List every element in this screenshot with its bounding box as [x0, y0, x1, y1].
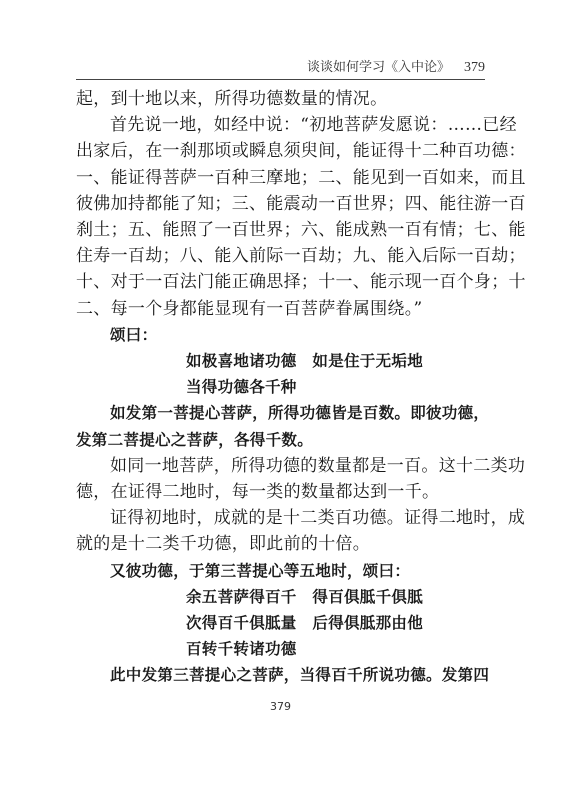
text-line: 二、每一个身都能显现有一百菩萨眷属围绕。”: [76, 298, 423, 319]
page-body: [76, 86, 526, 689]
text-line: 如发第一菩提心菩萨，所得功德皆是百数。即彼功德，: [110, 404, 490, 423]
verse-line: 余五菩萨得百千 得百俱胝千俱胝: [186, 587, 424, 606]
text-line: 一、能证得菩萨一百种三摩地；二、能见到一百如来，而且: [76, 167, 526, 188]
text-line: 住寿一百劫；八、能入前际一百劫；九、能入后际一百劫；: [76, 246, 526, 267]
text-line: 德，在证得二地时，每一类的数量都达到一千。: [76, 482, 440, 503]
verse-line: 当得功德各千种: [186, 378, 297, 397]
text-line: 首先说一地，如经中说：“初地菩萨发愿说：……已经: [110, 115, 517, 136]
text-line: 彼佛加持都能了知；三、能震动一百世界；四、能往游一百: [76, 193, 526, 214]
text-line: 发第二菩提心之菩萨，各得千数。: [76, 430, 314, 449]
header-page-number: 379: [464, 60, 485, 75]
text-line: 就的是十二类千功德，即此前的十倍。: [76, 534, 371, 555]
header-rule: [76, 79, 485, 80]
verse-line: 如极喜地诸功德 如是住于无垢地: [186, 352, 424, 371]
text-line: 如同一地菩萨，所得功德的数量都是一百。这十二类功: [110, 455, 526, 476]
text-line: 又彼功德，于第三菩提心等五地时，颂曰：: [110, 561, 411, 580]
text-line: 十、对于一百法门能正确思择；十一、能示现一百个身；十: [76, 272, 526, 293]
footer-page-number: 379: [270, 700, 291, 713]
text-line: 起，到十地以来，所得功德数量的情况。: [76, 89, 388, 109]
verse-line: 百转千转诸功德: [186, 640, 297, 659]
text-line: 此中发第三菩提心之菩萨，当得百千所说功德。发第四: [110, 666, 490, 685]
verse-line: 次得百千俱胝量 后得俱胝那由他: [186, 614, 424, 633]
text-line: 证得初地时，成就的是十二类百功德。证得二地时，成: [110, 508, 526, 529]
text-line: 出家后，在一刹那顷或瞬息须臾间，能证得十二种百功德：: [76, 141, 526, 162]
header-title: 谈谈如何学习《入中论》: [306, 60, 450, 75]
running-header: [307, 56, 485, 76]
text-line: 刹土；五、能照了一百世界；六、能成熟一百有情；七、能: [76, 220, 526, 241]
text-line: 颂曰：: [110, 325, 158, 344]
